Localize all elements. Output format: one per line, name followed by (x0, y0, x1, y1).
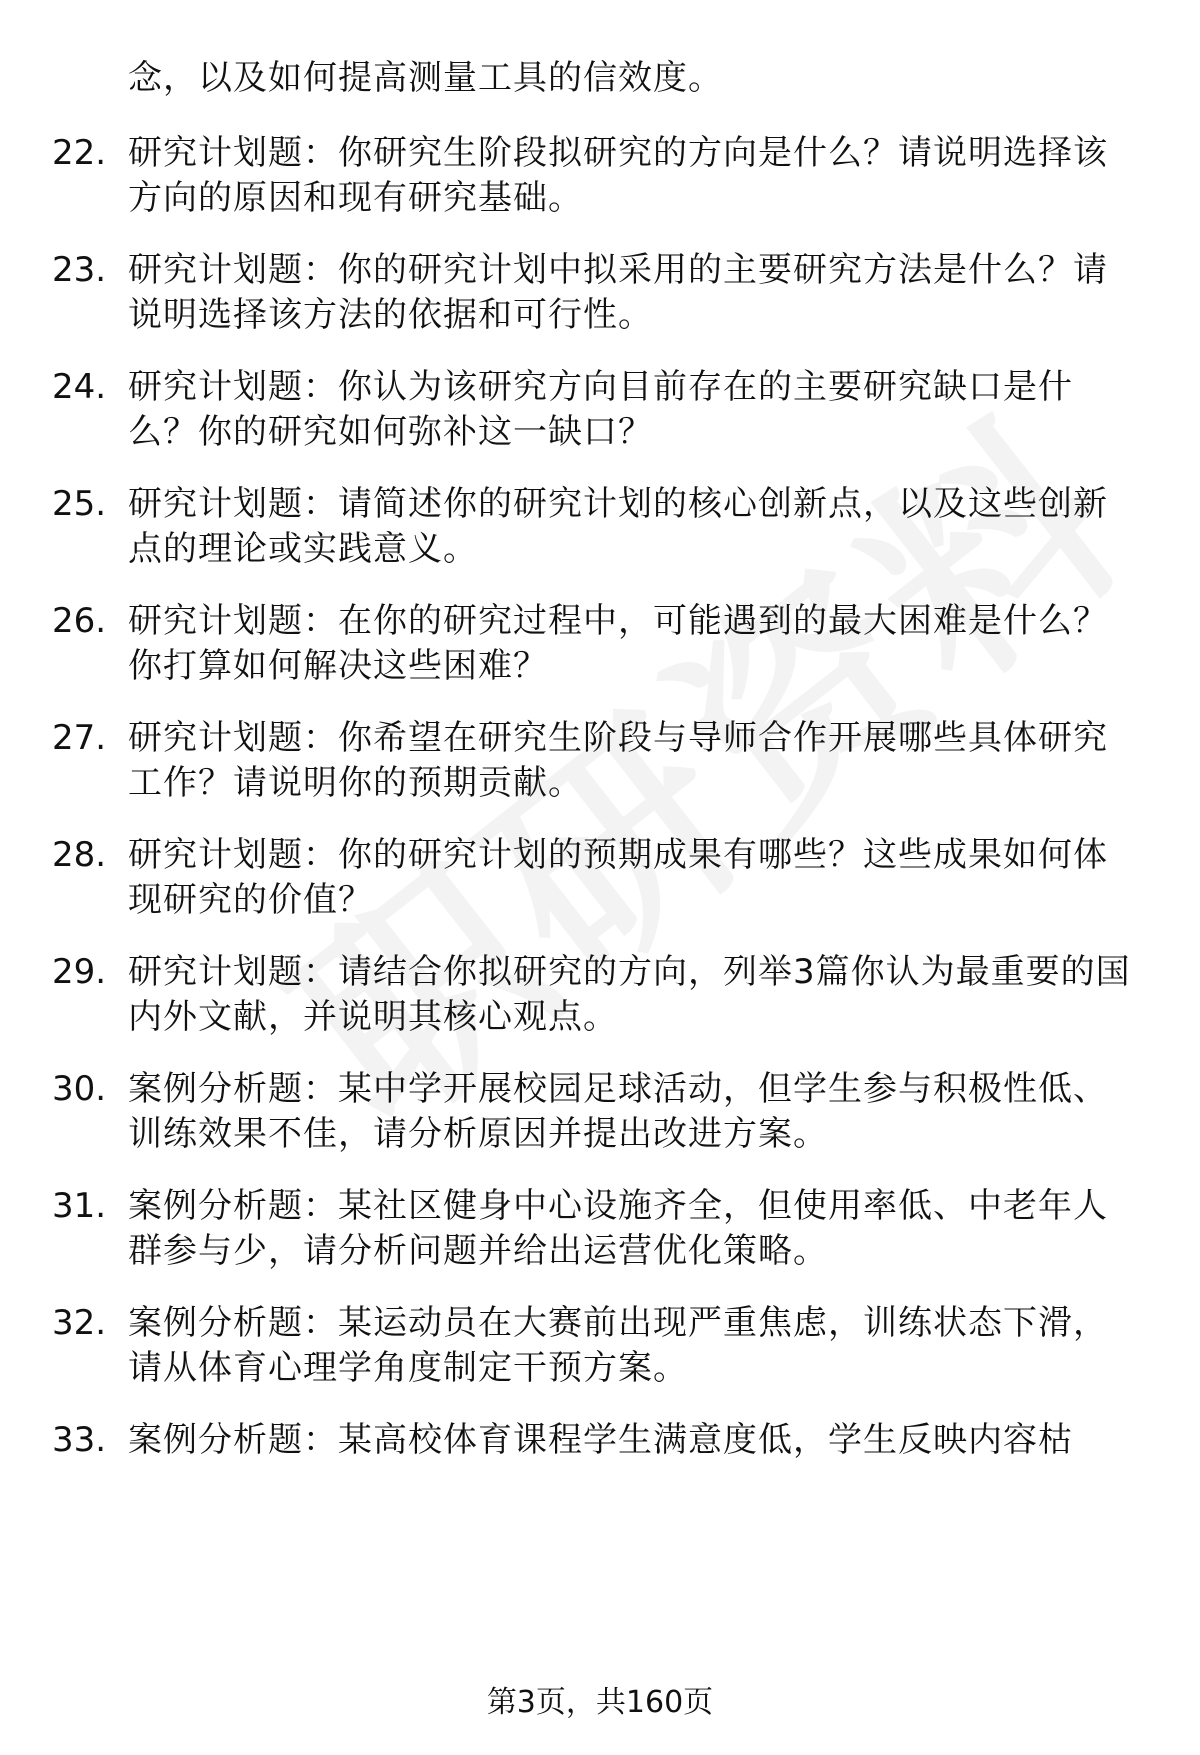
item-number: 28. (52, 835, 107, 875)
item-line: 研究计划题：请简述你的研究计划的核心创新点，以及这些创新 (128, 484, 1108, 524)
item-line: 案例分析题：某运动员在大赛前出现严重焦虑，训练状态下滑， (128, 1303, 1108, 1343)
continued-line: 念，以及如何提高测量工具的信效度。 (128, 58, 723, 98)
item-line: 研究计划题：你希望在研究生阶段与导师合作开展哪些具体研究 (128, 718, 1108, 758)
item-line: 工作？请说明你的预期贡献。 (128, 763, 583, 803)
item-line: 现研究的价值？ (128, 880, 373, 920)
item-number: 25. (52, 484, 107, 524)
item-line: 研究计划题：你研究生阶段拟研究的方向是什么？请说明选择该 (128, 133, 1108, 173)
item-number: 22. (52, 133, 107, 173)
item-number: 27. (52, 718, 107, 758)
item-line: 案例分析题：某社区健身中心设施齐全，但使用率低、中老年人 (128, 1186, 1108, 1226)
item-line: 说明选择该方法的依据和可行性。 (128, 295, 653, 335)
item-line: 训练效果不佳，请分析原因并提出改进方案。 (128, 1114, 828, 1154)
item-number: 30. (52, 1069, 107, 1109)
item-line: 案例分析题：某高校体育课程学生满意度低，学生反映内容枯 (128, 1420, 1073, 1460)
item-number: 32. (52, 1303, 107, 1343)
item-number: 29. (52, 952, 107, 992)
item-line: 内外文献，并说明其核心观点。 (128, 997, 618, 1037)
item-line: 请从体育心理学角度制定干预方案。 (128, 1348, 688, 1388)
item-line: 研究计划题：你的研究计划的预期成果有哪些？这些成果如何体 (128, 835, 1108, 875)
item-line: 研究计划题：你的研究计划中拟采用的主要研究方法是什么？请 (128, 250, 1108, 290)
item-line: 研究计划题：请结合你拟研究的方向，列举3篇你认为最重要的国 (128, 952, 1131, 992)
item-line: 群参与少，请分析问题并给出运营优化策略。 (128, 1231, 828, 1271)
item-line: 你打算如何解决这些困难？ (128, 646, 548, 686)
item-line: 案例分析题：某中学开展校园足球活动，但学生参与积极性低、 (128, 1069, 1108, 1109)
item-number: 26. (52, 601, 107, 641)
item-number: 23. (52, 250, 107, 290)
item-line: 研究计划题：你认为该研究方向目前存在的主要研究缺口是什 (128, 367, 1073, 407)
item-number: 24. (52, 367, 107, 407)
item-number: 33. (52, 1420, 107, 1460)
item-line: 方向的原因和现有研究基础。 (128, 178, 583, 218)
item-line: 点的理论或实践意义。 (128, 529, 478, 569)
page-footer: 第3页，共160页 (486, 1685, 714, 1720)
item-line: 么？你的研究如何弥补这一缺口？ (128, 412, 653, 452)
item-line: 研究计划题：在你的研究过程中，可能遇到的最大困难是什么？ (128, 601, 1108, 641)
item-number: 31. (52, 1186, 107, 1226)
